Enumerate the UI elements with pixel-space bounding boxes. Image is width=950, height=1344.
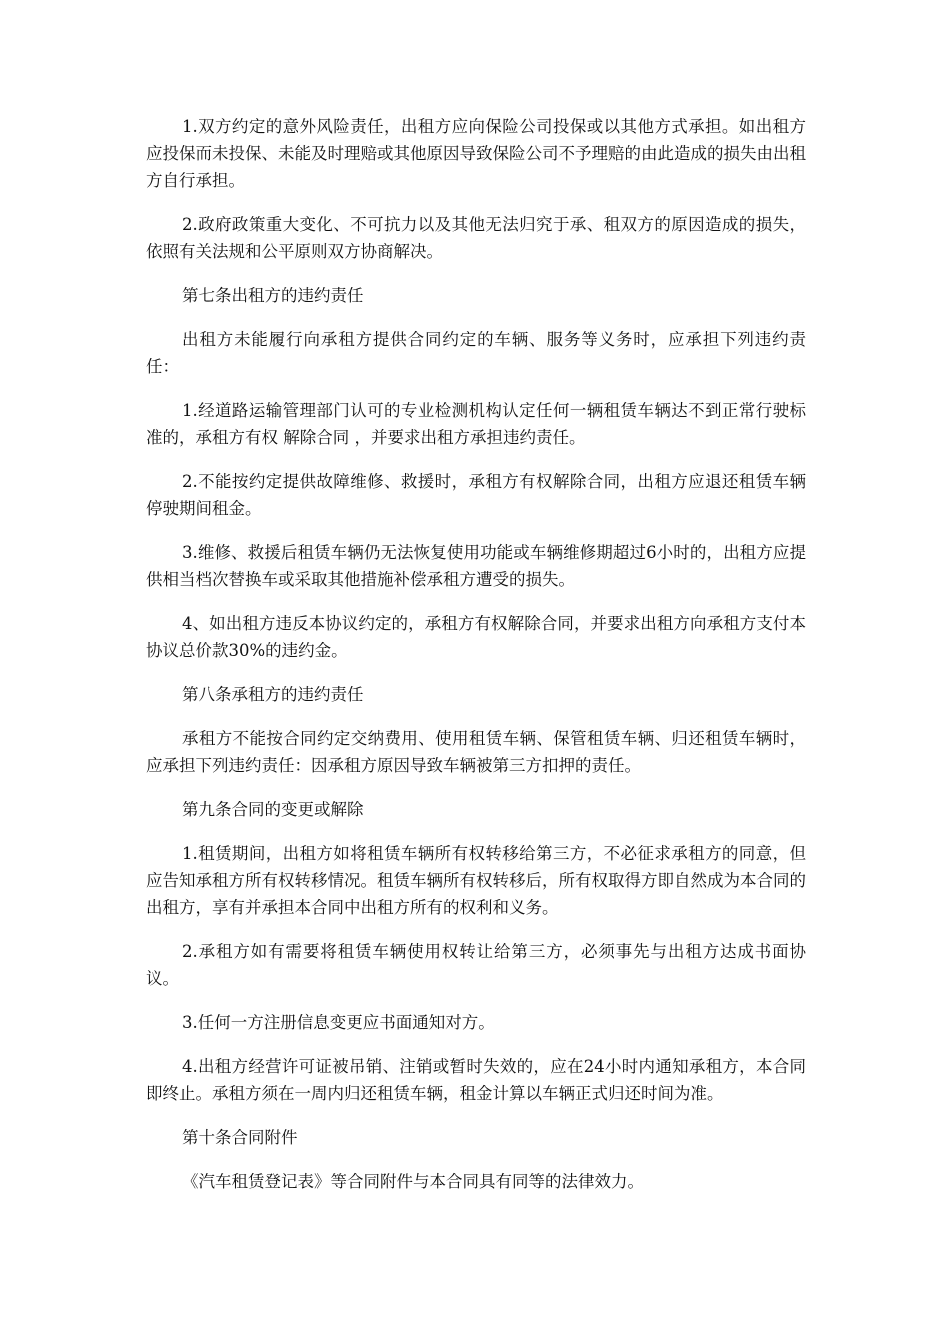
paragraph-change-3: 3.任何一方注册信息变更应书面通知对方。 [182, 1013, 495, 1032]
heading-article-10: 第十条合同附件 [182, 1128, 298, 1147]
paragraph-attachments: 《汽车租赁登记表》等合同附件与本合同具有同等的法律效力。 [182, 1172, 644, 1191]
paragraph-lessor-liability-3: 3.维修、救援后租赁车辆仍无法恢复使用功能或车辆维修期超过6小时的，出租方应提供相当档次替换车或采取其他措施补偿承租方遭受的损失。 [146, 543, 806, 589]
heading-article-9: 第九条合同的变更或解除 [182, 800, 364, 819]
paragraph-lessor-liability-2: 2.不能按约定提供故障维修、救援时，承租方有权解除合同，出租方应退还租赁车辆停驶期间租金。 [146, 472, 806, 518]
paragraph-force-majeure: 2.政府政策重大变化、不可抗力以及其他无法归究于承、租双方的原因造成的损失，依照有关法规和公平原则双方协商解决。 [146, 215, 806, 261]
paragraph-lessor-liability-4: 4、如出租方违反本协议约定的，承租方有权解除合同，并要求出租方向承租方支付本协议总价款30%的违约金。 [146, 614, 806, 660]
paragraph-insurance-risk: 1.双方约定的意外风险责任，出租方应向保险公司投保或以其他方式承担。如出租方应投保而未投保、未能及时理赔或其他原因导致保险公司不予理赔的由此造成的损失由出租方自行承担。 [146, 117, 806, 190]
paragraph-change-4: 4.出租方经营许可证被吊销、注销或暂时失效的，应在24小时内通知承租方，本合同即终止。承租方须在一周内归还租赁车辆，租金计算以车辆正式归还时间为准。 [146, 1057, 806, 1103]
heading-article-8: 第八条承租方的违约责任 [182, 685, 364, 704]
paragraph-change-1: 1.租赁期间，出租方如将租赁车辆所有权转移给第三方，不必征求承租方的同意，但应告知承租方所有权转移情况。租赁车辆所有权转移后，所有权取得方即自然成为本合同的出租方，享有并承担本合同中出租方所有的权利和义务。 [146, 844, 806, 917]
paragraph-lessor-liability-intro: 出租方未能履行向承租方提供合同约定的车辆、服务等义务时，应承担下列违约责任： [146, 330, 806, 376]
heading-article-7: 第七条出租方的违约责任 [182, 286, 364, 305]
paragraph-lessee-liability: 承租方不能按合同约定交纳费用、使用租赁车辆、保管租赁车辆、归还租赁车辆时，应承担下列违约责任：因承租方原因导致车辆被第三方扣押的责任。 [146, 729, 806, 775]
paragraph-change-2: 2.承租方如有需要将租赁车辆使用权转让给第三方，必须事先与出租方达成书面协议。 [146, 942, 806, 988]
document-page [146, 113, 806, 1212]
paragraph-lessor-liability-1: 1.经道路运输管理部门认可的专业检测机构认定任何一辆租赁车辆达不到正常行驶标准的，承租方有权 解除合同 ，并要求出租方承担违约责任。 [146, 401, 806, 447]
